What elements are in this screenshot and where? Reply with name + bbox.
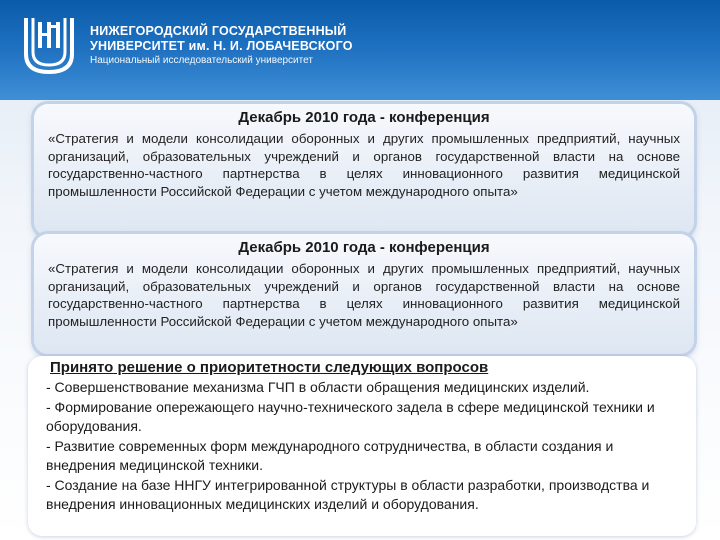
nngu-logo-icon <box>22 14 76 76</box>
conference-panel-2 <box>34 234 694 354</box>
conference-title-2: Декабрь 2010 года - конференция <box>238 239 490 256</box>
conference-panel-1 <box>34 104 694 236</box>
decision-title: Принято решение о приоритетности следующих вопросов <box>50 359 489 376</box>
university-name-line1: НИЖЕГОРОДСКИЙ ГОСУДАРСТВЕННЫЙ <box>90 24 347 38</box>
university-name <box>90 24 353 68</box>
conference-text-1: «Стратегия и модели консолидации оборонных и других промышленных предприятий, научных организаций, образовательных учреждений и органов государственной власти на основе государственно-частного партнерства в целях инновационного развития медицинской промышленности Российской Федерации с учетом международного опыта» <box>48 131 680 199</box>
list-item: - Создание на базе ННГУ интегрированной структуры в области разработки, производства и внедрения инновационных медицинских изделий и оборудования. <box>46 476 650 512</box>
decision-box <box>28 356 696 536</box>
list-item: - Развитие современных форм международного сотрудничества, в области создания и внедрения медицинской техники. <box>46 437 614 473</box>
university-subtitle: Национальный исследовательский университет <box>90 55 313 66</box>
decision-list <box>46 378 682 515</box>
header-banner <box>0 0 720 100</box>
university-name-line2: УНИВЕРСИТЕТ им. Н. И. ЛОБАЧЕВСКОГО <box>90 39 353 53</box>
list-item: - Совершенствование механизма ГЧП в области обращения медицинских изделий. <box>46 379 590 395</box>
list-item: - Формирование опережающего научно-технического задела в сфере медицинской техники и оборудования. <box>46 398 655 434</box>
conference-text-2: «Стратегия и модели консолидации оборонных и других промышленных предприятий, научных организаций, образовательных учреждений и органов государственной власти на основе государственно-частного партнерства в целях инновационного развития медицинской промышленности Российской Федерации с учетом международного опыта» <box>48 261 680 329</box>
conference-title-1: Декабрь 2010 года - конференция <box>238 109 490 126</box>
